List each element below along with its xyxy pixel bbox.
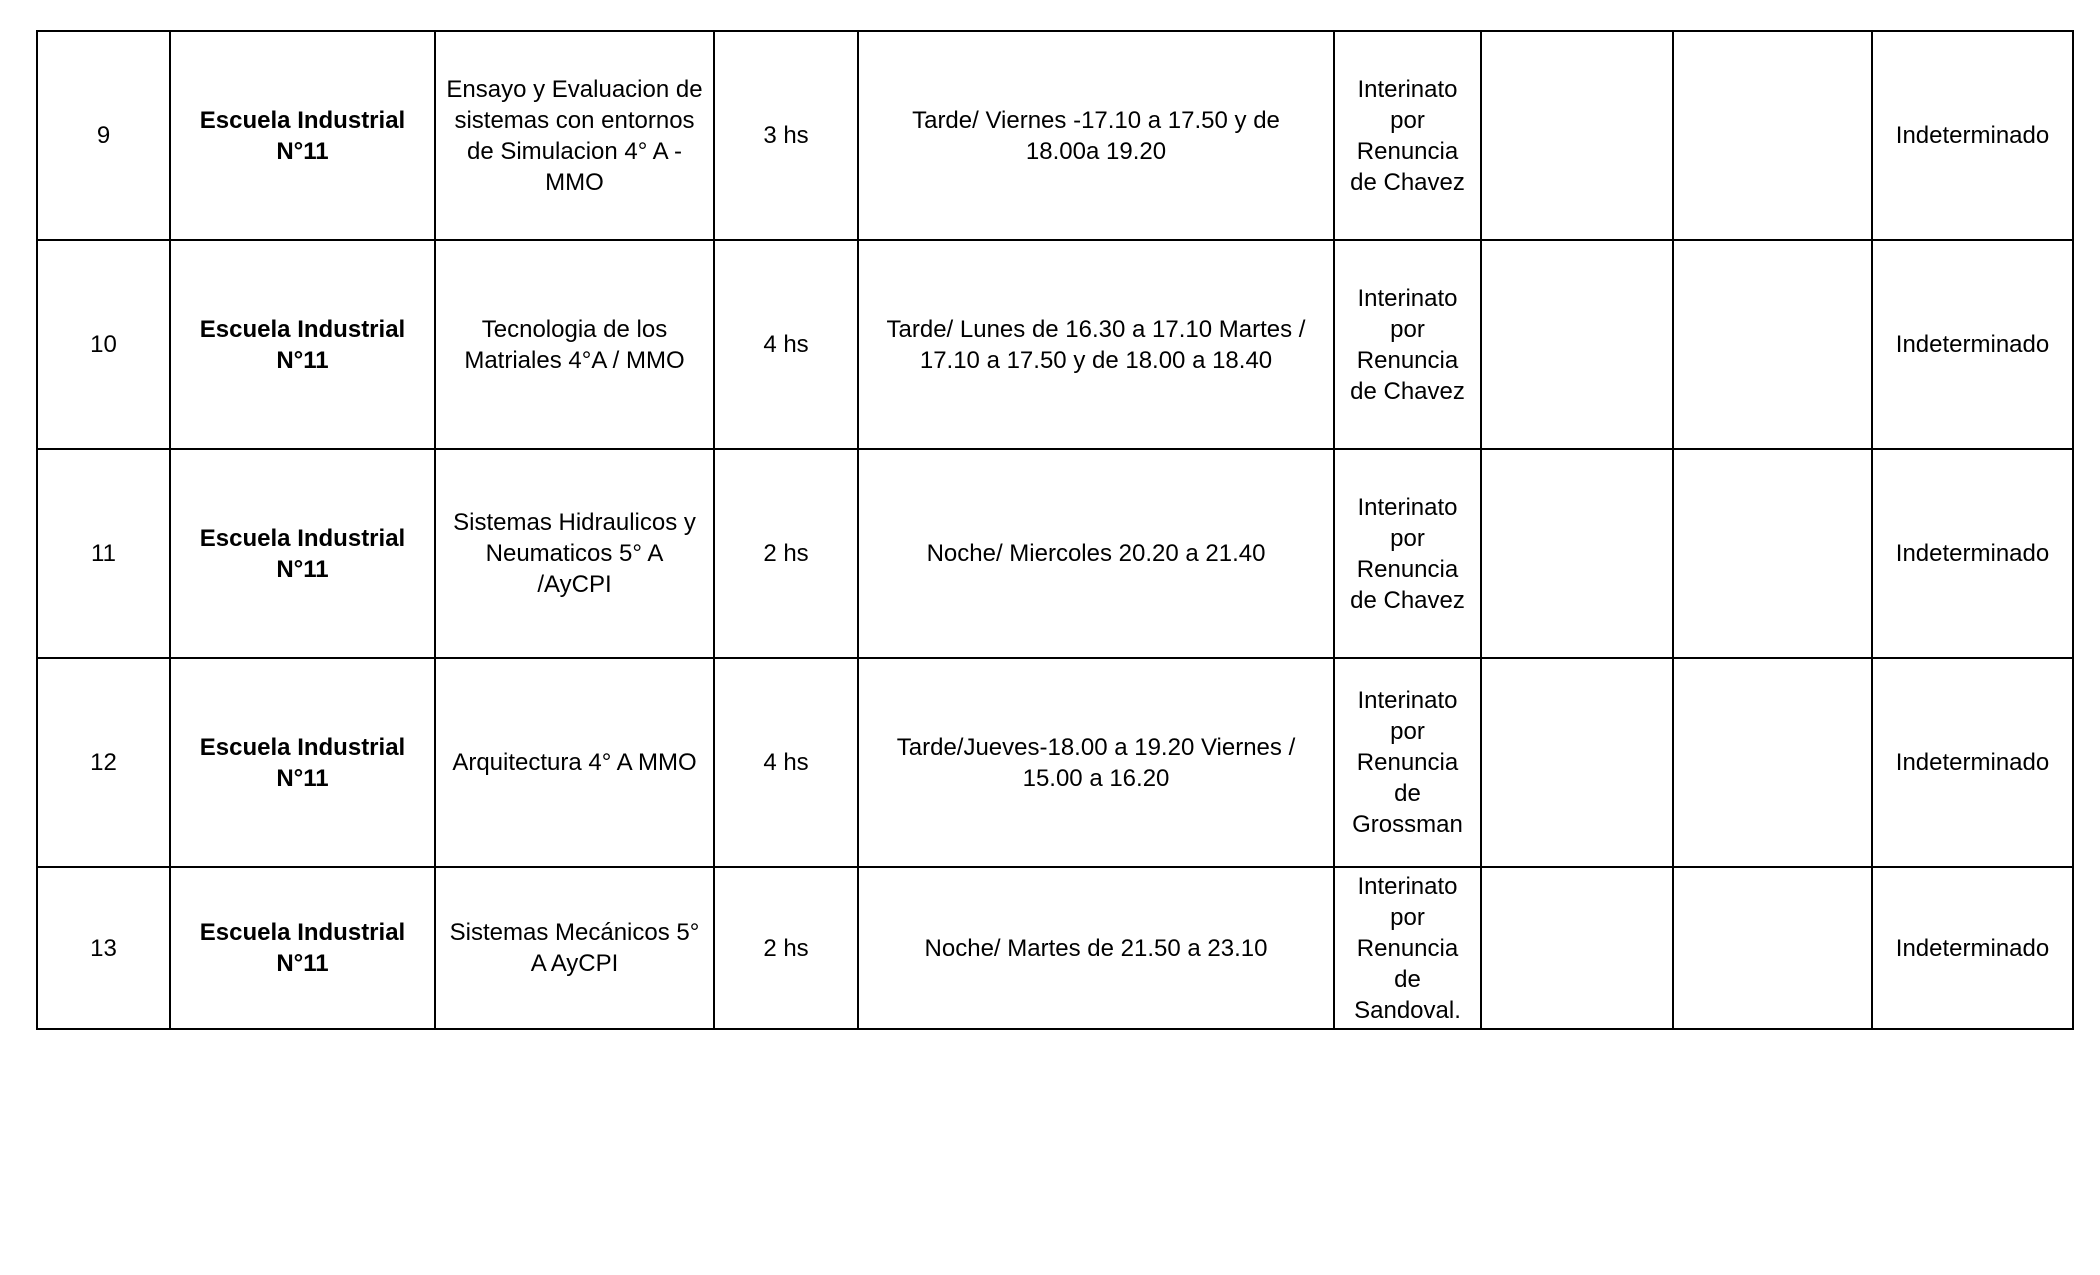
schedule-line: Noche/ Martes de 21.50 a 23.10 [924, 934, 1268, 962]
appointment-type-cell [1334, 867, 1481, 1029]
hours-cell: 4 hs [714, 240, 858, 449]
schedule-table [36, 30, 2074, 1030]
subject-line: Tecnologia de los [481, 315, 668, 343]
row-number-cell: 10 [37, 240, 170, 449]
subject-line: A AyCPI [530, 950, 619, 977]
hours-cell: 3 hs [714, 31, 858, 240]
appointment-type-line: Renuncia [1356, 555, 1459, 583]
school-cell [170, 658, 435, 867]
duration-cell: Indeterminado [1872, 31, 2073, 240]
school-cell [170, 867, 435, 1029]
duration-cell: Indeterminado [1872, 658, 2073, 867]
table-row [37, 449, 2073, 658]
school-line: N°11 [276, 764, 329, 792]
schedule-line: Tarde/ Viernes -17.10 a 17.50 y de [912, 106, 1280, 134]
subject-line: Matriales 4°A / MMO [464, 346, 685, 374]
empty-cell [1481, 658, 1673, 867]
row-number-cell: 9 [37, 31, 170, 240]
appointment-type-line: de [1394, 780, 1421, 807]
duration-cell: Indeterminado [1872, 867, 2073, 1029]
appointment-type-line: Renuncia [1356, 749, 1459, 776]
appointment-type-line: de Chavez [1350, 168, 1465, 196]
table-row [37, 658, 2073, 867]
appointment-type-line: de Chavez [1350, 586, 1465, 614]
appointment-type-line: Renuncia [1356, 934, 1459, 962]
subject-cell [435, 449, 714, 658]
school-cell [170, 31, 435, 240]
subject-cell [435, 240, 714, 449]
appointment-type-line: de Chavez [1350, 377, 1465, 405]
subject-line: Ensayo y Evaluacion de [446, 75, 703, 103]
row-number-cell: 12 [37, 658, 170, 867]
appointment-type-cell [1334, 240, 1481, 449]
table-row [37, 867, 2073, 1029]
empty-cell [1673, 240, 1872, 449]
schedule-cell [858, 31, 1334, 240]
table-row [37, 31, 2073, 240]
schedule-cell [858, 867, 1334, 1029]
table-body [37, 31, 2073, 1029]
appointment-type-line: Interinato [1357, 493, 1458, 521]
subject-line: /AyCPI [537, 571, 612, 598]
appointment-type-line: Renuncia [1356, 137, 1459, 165]
schedule-line: Tarde/ Lunes de 16.30 a 17.10 Martes / [886, 315, 1306, 343]
subject-line: MMO [545, 168, 604, 196]
appointment-type-line: por [1390, 106, 1425, 134]
appointment-type-cell [1334, 449, 1481, 658]
empty-cell [1673, 31, 1872, 240]
row-number-cell: 11 [37, 449, 170, 658]
empty-cell [1481, 449, 1673, 658]
school-line: N°11 [276, 950, 329, 977]
school-line: Escuela Industrial [199, 524, 406, 552]
table-row [37, 240, 2073, 449]
school-line: N°11 [276, 346, 329, 374]
appointment-type-line: de [1394, 965, 1421, 993]
subject-line: de Simulacion 4° A - [466, 137, 683, 165]
appointment-type-line: Renuncia [1356, 346, 1459, 374]
subject-line: Neumaticos 5° A [485, 540, 664, 567]
subject-cell [435, 658, 714, 867]
duration-cell: Indeterminado [1872, 240, 2073, 449]
appointment-type-line: por [1390, 718, 1425, 745]
subject-line: Arquitectura 4° A MMO [452, 749, 697, 776]
hours-cell: 2 hs [714, 867, 858, 1029]
appointment-type-line: Interinato [1357, 284, 1458, 312]
hours-cell: 2 hs [714, 449, 858, 658]
schedule-line: 17.10 a 17.50 y de 18.00 a 18.40 [919, 346, 1273, 374]
subject-line: Sistemas Mecánicos 5° [449, 919, 700, 946]
empty-cell [1481, 867, 1673, 1029]
appointment-type-cell [1334, 31, 1481, 240]
subject-line: sistemas con entornos [454, 106, 695, 134]
empty-cell [1673, 658, 1872, 867]
empty-cell [1481, 240, 1673, 449]
appointment-type-line: Grossman [1352, 811, 1463, 838]
appointment-type-line: Interinato [1357, 75, 1458, 103]
hours-cell: 4 hs [714, 658, 858, 867]
appointment-type-line: por [1390, 903, 1425, 931]
duration-cell: Indeterminado [1872, 449, 2073, 658]
school-line: Escuela Industrial [199, 919, 406, 946]
subject-cell [435, 867, 714, 1029]
school-line: Escuela Industrial [199, 315, 406, 343]
appointment-type-line: Interinato [1357, 687, 1458, 714]
row-number-cell: 13 [37, 867, 170, 1029]
appointment-type-cell [1334, 658, 1481, 867]
school-line: Escuela Industrial [199, 733, 406, 761]
appointment-type-line: Interinato [1357, 872, 1458, 900]
empty-cell [1673, 449, 1872, 658]
school-line: N°11 [276, 137, 329, 165]
appointment-type-line: Sandoval. [1354, 996, 1461, 1024]
schedule-line: Noche/ Miercoles 20.20 a 21.40 [926, 540, 1266, 567]
schedule-line: 18.00a 19.20 [1025, 137, 1167, 165]
schedule-line: 15.00 a 16.20 [1022, 764, 1170, 792]
school-line: Escuela Industrial [199, 106, 406, 134]
schedule-line: Tarde/Jueves-18.00 a 19.20 Viernes / [896, 733, 1296, 761]
school-cell [170, 449, 435, 658]
schedule-cell [858, 658, 1334, 867]
school-line: N°11 [276, 555, 329, 583]
schedule-cell [858, 240, 1334, 449]
empty-cell [1481, 31, 1673, 240]
school-cell [170, 240, 435, 449]
appointment-type-line: por [1390, 315, 1425, 343]
appointment-type-line: por [1390, 524, 1425, 552]
subject-cell [435, 31, 714, 240]
subject-line: Sistemas Hidraulicos y [453, 509, 696, 536]
schedule-cell [858, 449, 1334, 658]
empty-cell [1673, 867, 1872, 1029]
